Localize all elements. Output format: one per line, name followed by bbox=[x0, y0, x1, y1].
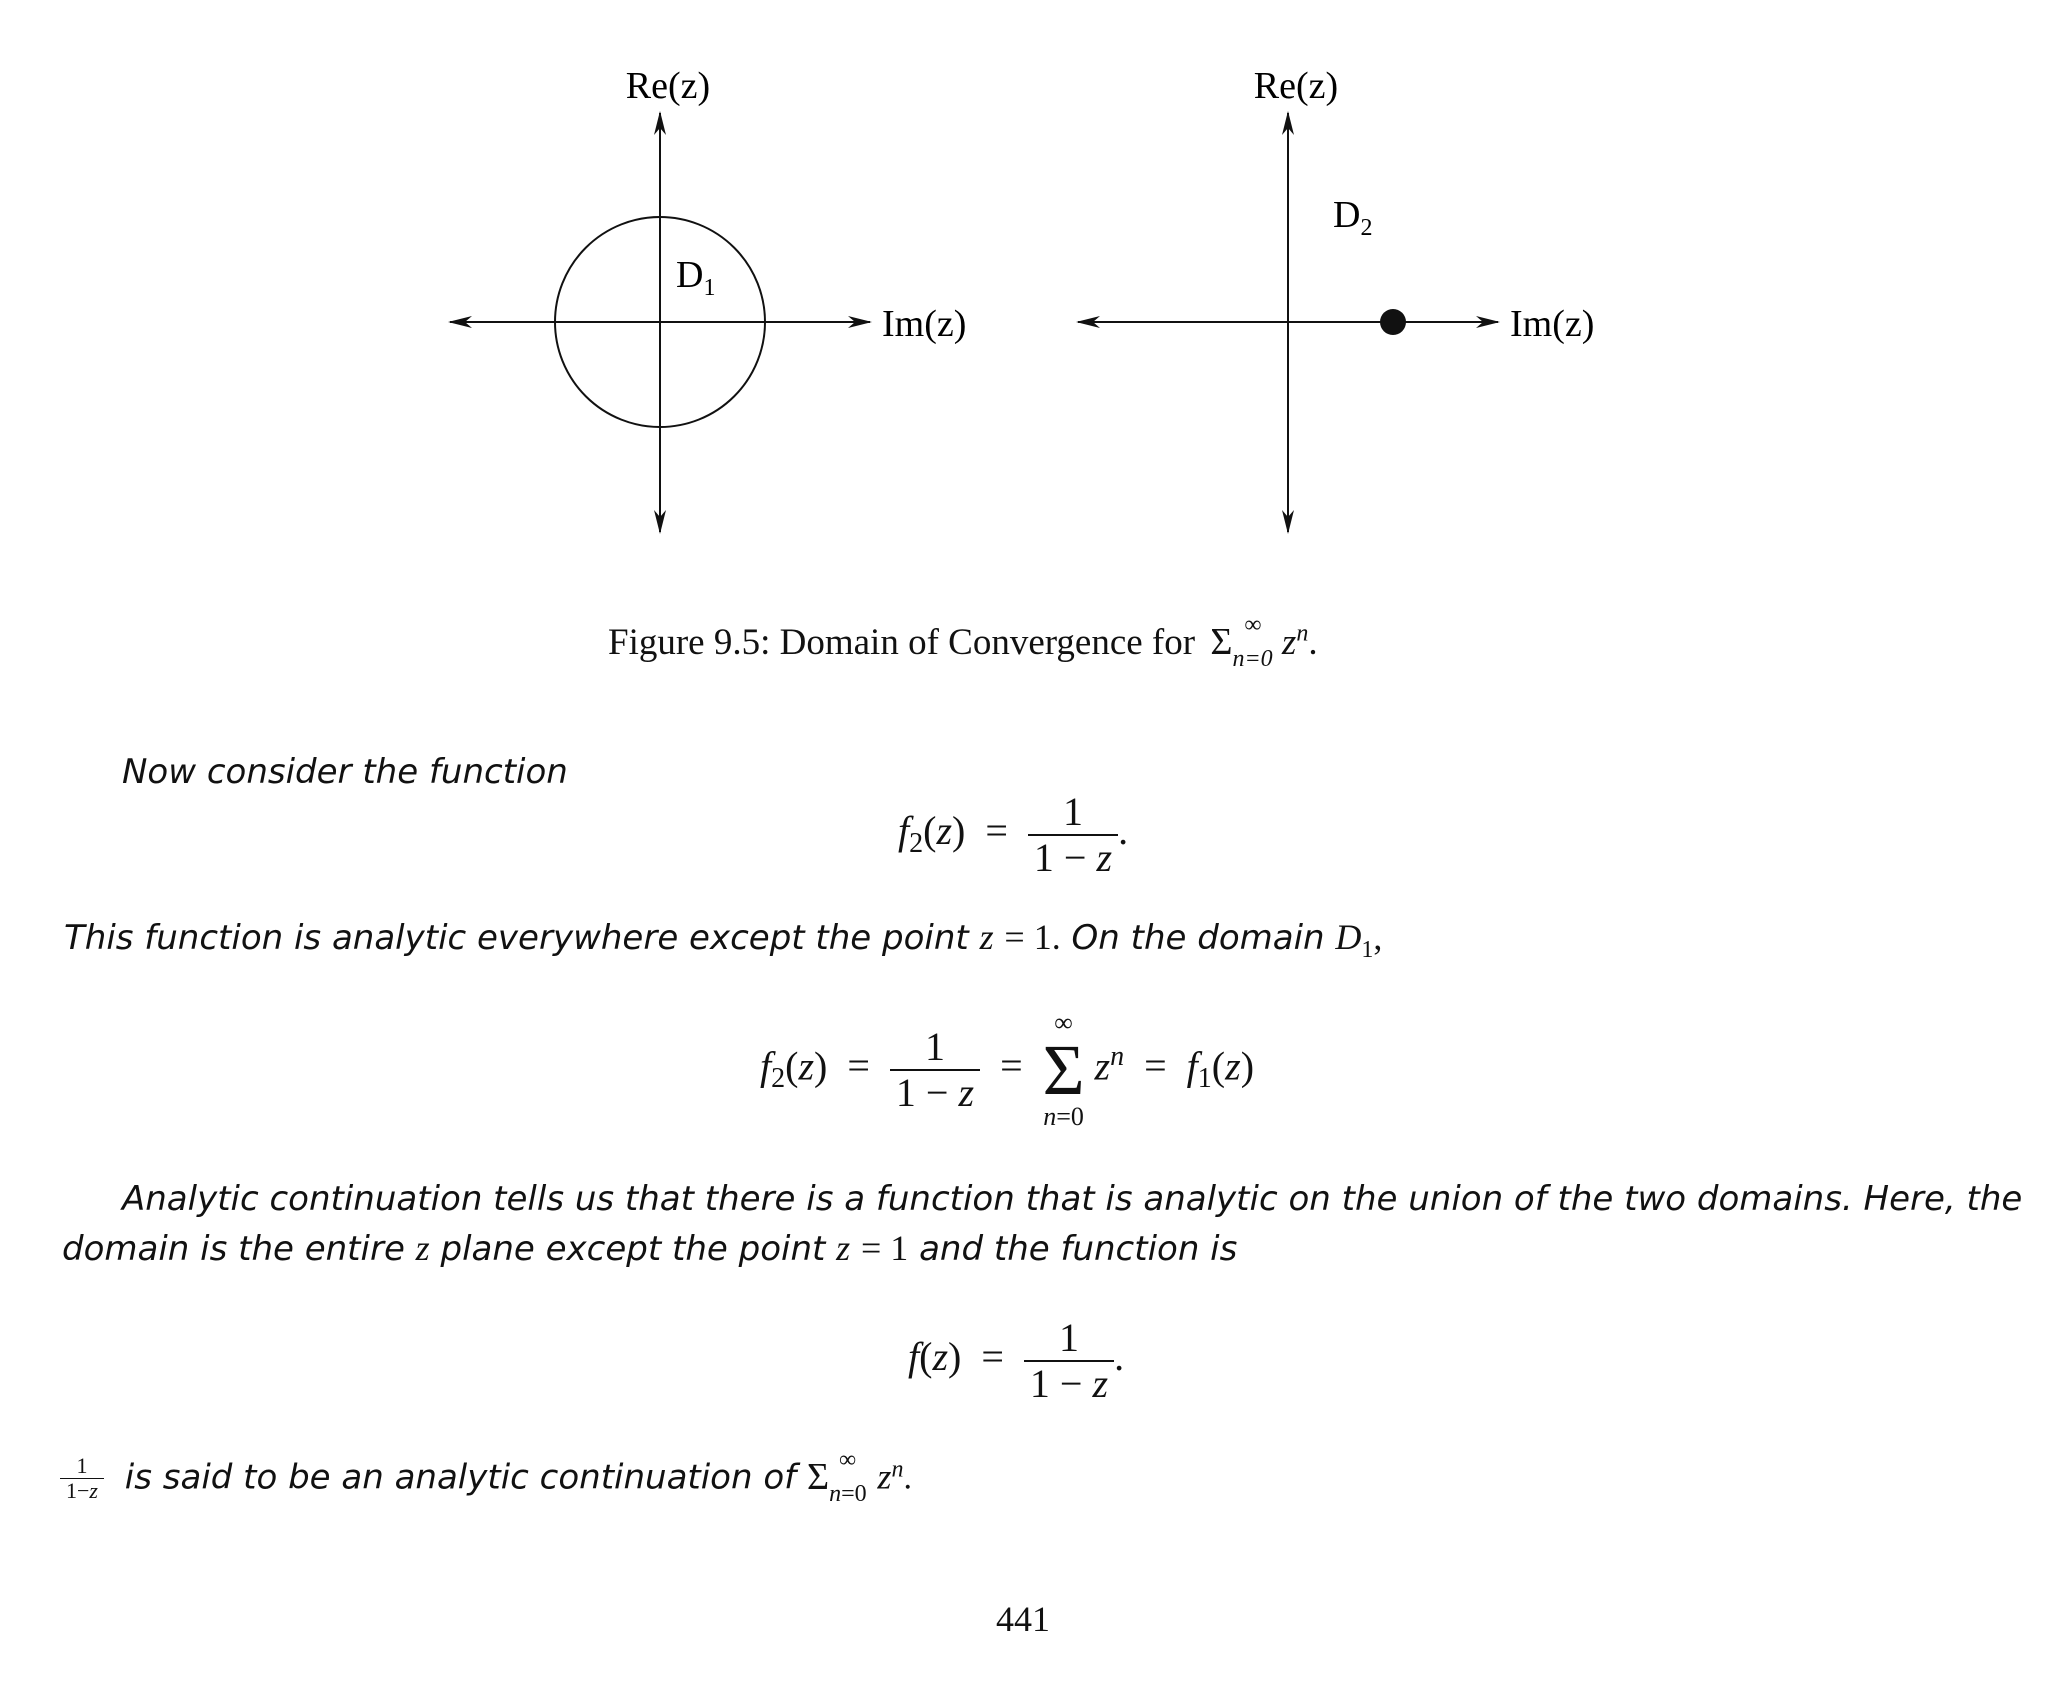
caption-end: . bbox=[1308, 622, 1318, 663]
right-diagram bbox=[1078, 65, 1594, 532]
left-im-label: Im(z) bbox=[882, 303, 967, 345]
page-number: 441 bbox=[996, 1599, 1050, 1639]
equation-f2-definition: $f_2(z)$ = $\frac{1}{1 - z}$ . bbox=[898, 789, 1129, 880]
p3-text-c: and the function is bbox=[919, 1229, 1238, 1269]
left-re-label: Re(z) bbox=[625, 65, 711, 107]
caption-sum: Σ ∞ $_{n=0}$ bbox=[1210, 612, 1273, 672]
domain-d1-label: $D_1$ bbox=[676, 254, 716, 301]
singular-point-z1 bbox=[1380, 309, 1406, 335]
p2-text-b: On the domain bbox=[1071, 918, 1325, 958]
paragraph-said-to-be: $\frac{1}{1-z}$ is said to be an analytic continuation of Σ ∞ $_{n=0}$ $z^n$. bbox=[60, 1454, 912, 1504]
caption-sum-upper: ∞ bbox=[1244, 612, 1262, 638]
figure-9-5 bbox=[0, 0, 2048, 560]
right-im-label: Im(z) bbox=[1510, 303, 1595, 345]
p4-text: is said to be an analytic continuation of bbox=[124, 1457, 797, 1498]
equation-series-equality: $f_2(z)$ = $\frac{1}{1 - z}$ = ∞ Σ n=0 $z^n = f_1(z)$ bbox=[760, 1008, 1255, 1132]
paragraph-analytic-continuation-line2: domain is the entire z plane except the point z = 1 and the function is bbox=[62, 1228, 1238, 1269]
domain-d2-label: $D_2$ bbox=[1333, 194, 1373, 241]
left-diagram bbox=[450, 65, 966, 532]
figure-caption bbox=[608, 612, 1318, 672]
p3-text-b: plane except the point bbox=[440, 1229, 826, 1269]
caption-term: z bbox=[1281, 622, 1297, 663]
equation-f-definition: f(z) = $\frac{1}{1 - z}$ . bbox=[908, 1315, 1125, 1406]
caption-sum-lower: n=0 bbox=[1232, 646, 1273, 672]
paragraph-analytic-continuation-line1: Analytic continuation tells us that there is a function that is analytic on the union of the two domains. Here, the bbox=[122, 1179, 2023, 1219]
p2-text-a: This function is analytic everywhere except the point bbox=[64, 918, 969, 958]
paragraph-now-consider: Now consider the function bbox=[122, 752, 568, 792]
paragraph-analytic-everywhere: This function is analytic everywhere except the point z = 1. On the domain $D_1$, bbox=[64, 917, 1383, 963]
right-re-label: Re(z) bbox=[1253, 65, 1339, 107]
caption-exp: n bbox=[1296, 620, 1309, 647]
p3-text-a: domain is the entire bbox=[62, 1229, 405, 1269]
caption-text: Figure 9.5: Domain of Convergence for bbox=[608, 622, 1196, 663]
